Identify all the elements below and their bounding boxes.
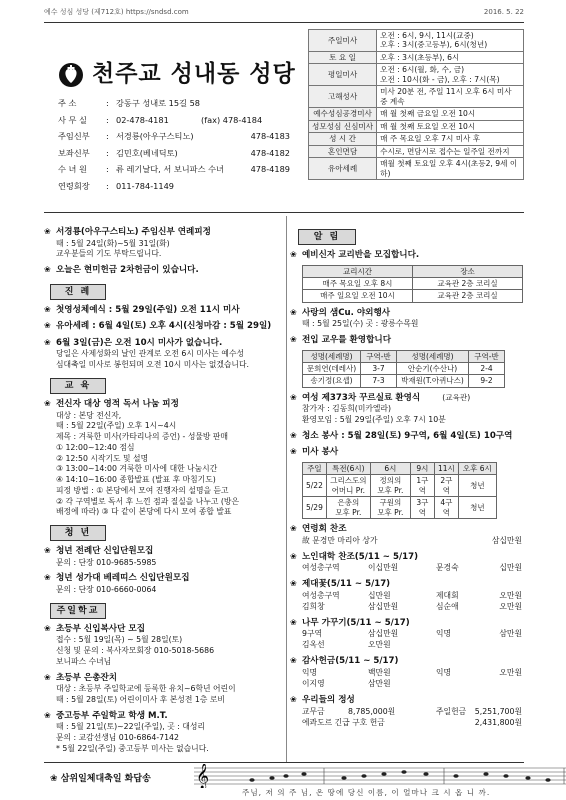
contact-value: 김민호(베네딕토): [116, 147, 178, 158]
table-cell: 문희연(데레사): [303, 363, 361, 375]
table-header: 장소: [413, 265, 523, 277]
data-table: [302, 462, 497, 519]
section-header: 주일학교: [50, 603, 106, 619]
notice-line: 피정 방법 : ① 본당에서 모여 진행자의 설명을 듣고: [56, 485, 229, 495]
offering-row: [290, 718, 526, 729]
table-header: 특전(6시): [326, 463, 370, 475]
issue-date: 2016. 5. 22: [483, 8, 524, 16]
donation-amount: 오만원: [368, 640, 391, 650]
notice-title: ❀ 6월 3일(금)은 오전 10시 미사가 없습니다.: [44, 338, 284, 350]
table-row: [303, 375, 505, 387]
table-header: 성명(세례명): [303, 350, 361, 362]
schedule-row: [309, 51, 524, 63]
table-cell: 교육관 2층 코리실: [413, 290, 523, 302]
contact-info: [58, 98, 290, 198]
contact-value: 서경룡(아우구스티노): [116, 131, 194, 142]
mass-schedule-table: [308, 29, 524, 180]
table-header: 11시: [434, 463, 458, 475]
contact-fax: (fax) 478-4184: [201, 114, 263, 125]
table-cell: 5/22: [303, 475, 327, 497]
notice-title: ❀ 청년 성가대 베레띠스 신입단원모집: [44, 573, 284, 585]
table-cell: 청년: [458, 475, 496, 497]
table-cell: 교육관 2층 코리실: [413, 277, 523, 289]
offering-amount: 2,431,800원: [474, 717, 522, 727]
notice-title: ❀ 나무 가꾸기(5/11 ~ 5/17): [290, 618, 526, 630]
donor-name: 심순애: [436, 601, 459, 611]
notice-line: 당일은 사제성화의 날인 관계로 오전 6시 미사는 예수성: [56, 349, 245, 359]
notice-line: ④ 14:10~16:00 종합발표 (발표 후 마침기도): [56, 475, 216, 485]
donation-amount: 삼십만원: [368, 629, 399, 639]
table-row: [303, 363, 505, 375]
notice-line: 환영모임 : 5월 29일(주일) 오후 7시 10분: [302, 415, 446, 425]
notice-line: 제목 : 겨룩한 미사(카타리나의 증언) - 성물방 판매: [56, 432, 228, 442]
table-cell: 2-4: [469, 363, 505, 375]
notice-title: ❀ 사랑의 샘Cu. 야외행사: [290, 308, 526, 320]
donation-row: [290, 629, 526, 640]
table-cell: 은총의 모후 Pr.: [326, 497, 370, 519]
table-header: 6시: [370, 463, 410, 475]
data-table: [302, 350, 505, 388]
notice-line: 대상 : 본당 전신자,: [56, 410, 122, 420]
notice-line: 교우분들의 기도 부탁드립니다.: [56, 249, 162, 259]
contact-value: 011-784-1149: [116, 180, 175, 191]
contact-row: [58, 148, 290, 165]
parish-issue: 예수 성심 성당 (제712호) https://sndsd.com: [44, 8, 189, 16]
table-cell: 정의의 모후 Pr.: [370, 475, 410, 497]
table-cell: 3구역: [410, 497, 434, 519]
donation-row: [290, 563, 526, 574]
donation-row: [290, 668, 526, 679]
schedule-label: 성 시 간: [309, 133, 377, 145]
donation-amount: 삼만원: [499, 629, 522, 639]
notice-title: ❀ 예비신자 교리반을 모집합니다.: [290, 250, 526, 262]
notice-title: ❀ 오늘은 현미헌금 2차헌금이 있습니다.: [44, 265, 284, 277]
table-cell: 3-7: [361, 363, 397, 375]
notice-line: 때 : 5월 28일(토) 어린이미사 후 본성전 1층 로비: [56, 694, 225, 704]
table-header: 오후 6시: [458, 463, 496, 475]
notice-title: ❀ 청년 전례단 신입단원모집: [44, 546, 284, 558]
notice-title: ❀ 초등부 은총잔치: [44, 673, 284, 685]
notice-title: ❀ 제대꽃(5/11 ~ 5/17): [290, 579, 526, 591]
donor-name: 문경숙: [436, 563, 459, 573]
notice-title: ❀ 서경룡(아우구스티노) 주임신부 연례피정: [44, 227, 284, 239]
donation-amount: 이십만원: [368, 563, 399, 573]
contact-tel: 478-4182: [250, 147, 290, 158]
psalm-caption: [50, 774, 151, 786]
contact-value: 02-478-4181: [116, 114, 169, 125]
contact-row: [58, 164, 290, 181]
notice-title: ❀ 첫영성체예식 : 5월 29일(주일) 오전 11시 미사: [44, 305, 284, 317]
contact-colon: :: [106, 114, 109, 125]
schedule-row: [309, 133, 524, 145]
contact-value: 강동구 성내로 15길 58: [116, 98, 201, 108]
music-staff-icon: [194, 764, 566, 788]
table-cell: 7-3: [361, 375, 397, 387]
contact-colon: :: [106, 180, 109, 191]
donation-amount: 삼십만원: [368, 601, 399, 611]
psalm-caption-text: 삼위일체대축일 화답송: [60, 774, 151, 784]
donation-amount: 십만원: [368, 590, 391, 600]
offering-label: 교무금: [302, 706, 325, 716]
contact-colon: :: [106, 131, 109, 142]
table-row: [303, 277, 523, 289]
left-column: [44, 222, 284, 755]
donation-amount: 십만원: [499, 563, 522, 573]
donor-name: 김옥선: [302, 640, 325, 650]
notice-title: ❀ 미사 봉사: [290, 447, 526, 459]
contact-row: [58, 115, 290, 132]
notice-line: 문의 : 단장 010-9685-5985: [56, 557, 157, 567]
schedule-label: 토 요 일: [309, 51, 377, 63]
table-cell: 구원의 모후 Pr.: [370, 497, 410, 519]
contact-label: 보좌신부: [58, 147, 90, 158]
schedule-label: 성모성심 신심미사: [309, 120, 377, 132]
notice-line: 문의 : 단장 010-6660-0064: [56, 585, 157, 594]
table-header: 성명(세례명): [397, 350, 469, 362]
table-row: [303, 475, 497, 497]
contact-colon: :: [106, 164, 109, 175]
notice-title: ❀ 우리들의 정성: [290, 695, 526, 707]
donor-name: 익명: [436, 667, 452, 677]
notice-title: ❀ 전신자 대상 영적 독서 나눔 피정: [44, 399, 284, 411]
notice-title: ❀ 감사헌금(5/11 ~ 5/17): [290, 656, 526, 668]
notice-line: 참가자 : 김동희(미카엘라): [302, 404, 391, 414]
donation-amount: 오만원: [499, 590, 522, 600]
svg-text:𝄞: 𝄞: [196, 764, 210, 788]
table-cell: 2구역: [434, 475, 458, 497]
notice-line: ③ 13:00~14:00 겨룩한 미사에 대한 나눔시간: [56, 464, 218, 474]
notice-line: 대상 : 초등부 주일학교에 등록한 유치~6학년 어린이: [56, 684, 236, 694]
table-header: 9시: [410, 463, 434, 475]
donation-amount: 삼십만원: [491, 535, 522, 545]
psalm-lyrics: 주님, 저 의 주 님, 온 땅에 당신 이름, 이 얼마나 크 시 옵 니 까.: [242, 788, 491, 797]
donor-name: 제대회: [436, 590, 459, 600]
donor-name: 익명: [302, 667, 318, 677]
notice-tag: (교육관): [442, 392, 471, 402]
schedule-value: 오전 : 6시(월, 화, 수, 금) 오전 : 10시(화 - 금), 오후 : 7시(목): [377, 64, 524, 86]
contact-tel: 478-4189: [250, 164, 290, 175]
donation-row: [290, 591, 526, 602]
offering-label: 에콰도르 긴급 구호 헌금: [302, 717, 385, 727]
table-header: 구역-반: [469, 350, 505, 362]
donation-row: [290, 640, 526, 651]
notice-title: ❀ 연령회 찬조: [290, 524, 526, 536]
donor-name: 익명: [436, 629, 452, 639]
notice-line: ② 각 구역별로 독서 후 느낀 점과 질실을 나누고 (방은: [56, 496, 239, 506]
right-column: [290, 222, 526, 729]
contact-colon: :: [106, 147, 109, 158]
table-cell: 4구역: [434, 497, 458, 519]
notice-title: ❀ 초등부 신입복사단 모집: [44, 624, 284, 636]
table-header-row: [303, 463, 497, 475]
schedule-label: 평일미사: [309, 64, 377, 86]
schedule-row: [309, 120, 524, 132]
donation-row: [290, 679, 526, 690]
notice-line: ② 12:50 시작기도 및 설명: [56, 453, 149, 463]
notice-title: ❀ 중고등부 주일학교 학생 M.T.: [44, 711, 284, 723]
schedule-label: 유아세례: [309, 158, 377, 180]
footer: [44, 762, 524, 796]
notice-line: 심대축일 미사로 봉헌되며 오전 10시 미사는 없겠습니다.: [56, 360, 249, 370]
offering-row: [290, 707, 526, 718]
schedule-row: [309, 108, 524, 120]
section-header: 진 례: [50, 284, 106, 300]
table-cell: 그리스도의 어머니 Pr.: [326, 475, 370, 497]
notice-line: 보니파스 수녀님: [56, 656, 112, 666]
table-header: 교리시간: [303, 265, 413, 277]
notice-line: 문의 : 교감선생님 010-6864-7142: [56, 733, 179, 743]
donation-row: [290, 602, 526, 613]
schedule-row: [309, 30, 524, 52]
notice-title: [290, 393, 526, 405]
notice-title: ❀ 청소 봉사 : 5월 28일(토) 9구역, 6월 4일(토) 10구역: [290, 431, 526, 443]
notice-line: 접수 : 5월 19일(목) ~ 5월 28일(토): [56, 635, 183, 645]
column-divider: [286, 216, 287, 762]
schedule-value: 매월 첫째 토요일 오후 4시(초등2, 9세 이하): [377, 158, 524, 180]
table-cell: 9-2: [469, 375, 505, 387]
schedule-row: [309, 145, 524, 157]
contact-tel: 478-4183: [250, 131, 290, 142]
table-cell: 송기정(요셉): [303, 375, 361, 387]
table-cell: 안순기(수산나): [397, 363, 469, 375]
schedule-row: [309, 86, 524, 108]
schedule-value: 매 월 첫째 토요일 오전 10시: [377, 120, 524, 132]
schedule-label: 혼인면담: [309, 145, 377, 157]
table-row: [303, 497, 497, 519]
schedule-label: 예수성심공경미사: [309, 108, 377, 120]
table-header: 구역-반: [361, 350, 397, 362]
notice-line: 배정에 따라) ③ 다 같이 본당에 다시 모여 종합 발표: [56, 507, 232, 517]
table-cell: 청년: [458, 497, 496, 519]
notice-title: ❀ 유아세례 : 6월 4일(토) 오후 4시(신청마감 : 5월 29일): [44, 321, 284, 333]
contact-colon: :: [106, 98, 109, 108]
section-header: 교 육: [50, 378, 106, 394]
schedule-value: 매 월 첫째 금요일 오전 10시: [377, 108, 524, 120]
donor-name: 故 문경만 마리아 상가: [302, 535, 378, 545]
donor-name: 여성총구역: [302, 563, 340, 573]
divider: [44, 22, 524, 23]
contact-label: 연령회장: [58, 180, 90, 191]
table-cell: 1구역: [410, 475, 434, 497]
notice-title: ❀ 전입 교우를 환영합니다: [290, 335, 526, 347]
table-row: [303, 290, 523, 302]
flower-icon: ❀: [50, 774, 61, 784]
donor-name: 9구역: [302, 629, 323, 639]
notice-line: ① 12:00~12:40 점심: [56, 442, 135, 452]
schedule-value: 수시로, 면담시로 접수는 일주일 전까지: [377, 145, 524, 157]
contact-label: 수 녀 원: [58, 164, 87, 175]
donation-amount: 삼만원: [368, 678, 391, 688]
offering-label: 주일헌금: [436, 706, 467, 716]
schedule-row: [309, 64, 524, 86]
table-header-row: [303, 350, 505, 362]
parish-logo-icon: [58, 62, 84, 88]
notice-line: 때 : 5월 21일(토)~22일(주일), 곳 : 대성리: [56, 722, 205, 732]
contact-label: 주 소: [58, 98, 77, 108]
notice-line: 때 : 5월 25일(수) 곳 : 광릉수목원: [302, 319, 419, 329]
table-cell: 5/29: [303, 497, 327, 519]
schedule-row: [309, 158, 524, 180]
divider: [44, 212, 524, 213]
data-table: [302, 265, 523, 303]
contact-row: [58, 131, 290, 148]
section-header: 청 년: [50, 525, 106, 541]
schedule-value: 매 주 목요일 오후 7시 미사 후: [377, 133, 524, 145]
donation-amount: 백만원: [368, 667, 391, 677]
schedule-value: 오후 : 3시(초등부), 6시: [377, 51, 524, 63]
notice-line: * 5월 22일(주일) 중고등부 미사는 없습니다.: [56, 743, 209, 753]
contact-row: [58, 181, 290, 198]
schedule-label: 고해성사: [309, 86, 377, 108]
donation-amount: 오만원: [499, 667, 522, 677]
header-strip: [44, 8, 524, 20]
contact-label: 사 무 실: [58, 114, 87, 125]
table-header: 주일: [303, 463, 327, 475]
table-cell: 매주 일요일 오전 10시: [303, 290, 413, 302]
donation-amount: 오만원: [499, 601, 522, 611]
notice-line: 신청 및 문의 : 복사자모회장 010-5018-5686: [56, 646, 215, 656]
notice-line: 때 : 5월 24일(화)~5월 31일(화): [56, 238, 170, 248]
table-cell: 매주 목요일 오후 8시: [303, 277, 413, 289]
offering-amount: 8,785,000원: [348, 706, 396, 716]
notice-line: 때 : 5월 22일(주일) 오후 1시~4시: [56, 421, 177, 431]
donor-name: 김희창: [302, 601, 325, 611]
contact-value: 류 레기날다, 서 보니파스 수녀: [116, 164, 224, 175]
contact-label: 주임신부: [58, 131, 90, 142]
notice-title: ❀ 노인대학 찬조(5/11 ~ 5/17): [290, 552, 526, 564]
page-title: 천주교 성내동 성당: [92, 60, 296, 87]
table-cell: 박재원(T.아퀴나스): [397, 375, 469, 387]
schedule-value: 미사 20분 전, 주일 11시 오후 6시 미사 중 계속: [377, 86, 524, 108]
schedule-label: 주일미사: [309, 30, 377, 52]
donor-name: 여성총구역: [302, 590, 340, 600]
schedule-value: 오전 : 6시, 9시, 11시(교중) 오후 : 3시(중고등부), 6시(청년): [377, 30, 524, 52]
donor-name: 이지영: [302, 678, 325, 688]
section-header: 알 림: [298, 229, 356, 245]
table-header-row: [303, 265, 523, 277]
donation-row: [290, 536, 526, 547]
notice-title-text: 여성 제373차 꾸르실료 환영식: [302, 392, 421, 403]
contact-row: [58, 98, 290, 115]
offering-amount: 5,251,700원: [474, 706, 522, 716]
